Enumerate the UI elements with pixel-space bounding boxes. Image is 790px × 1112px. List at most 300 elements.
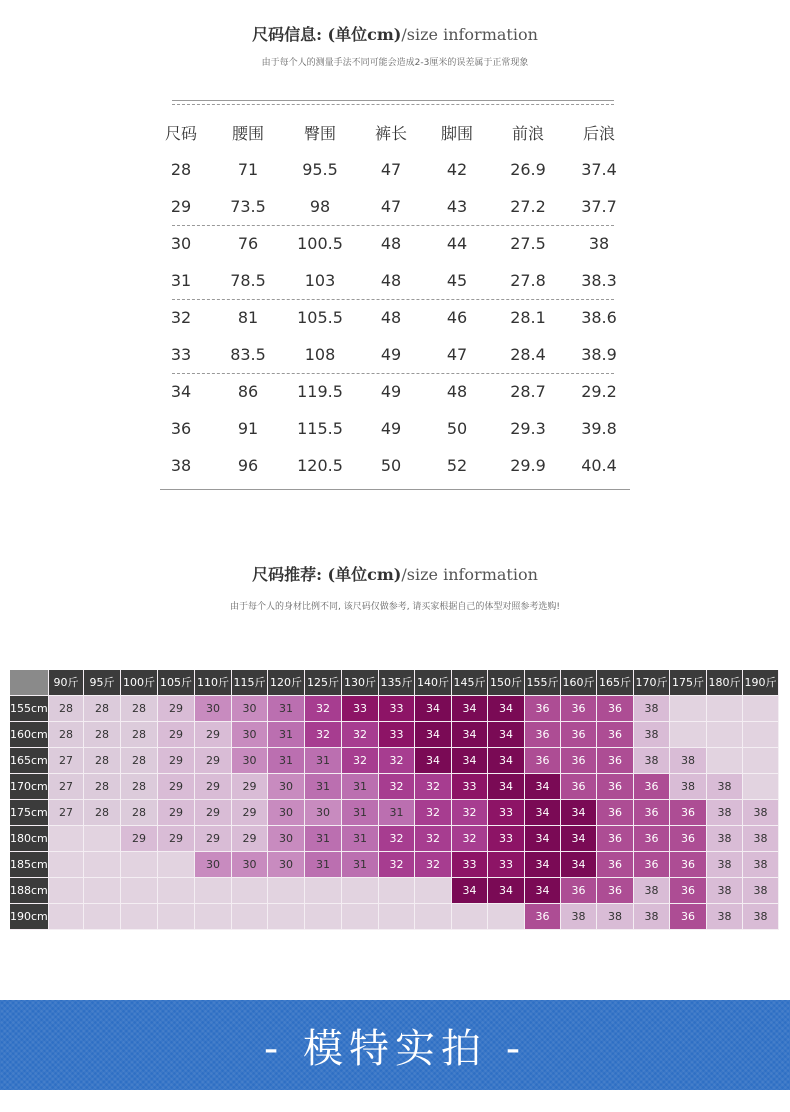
size-cell: 30 xyxy=(232,722,268,748)
size-cell xyxy=(49,852,84,878)
size-cell: 34 xyxy=(525,774,561,800)
table-cell: 48 xyxy=(380,271,402,290)
table-cell: 28.4 xyxy=(510,345,546,364)
size-cell xyxy=(488,904,525,930)
size-cell: 31 xyxy=(305,748,342,774)
table-cell: 86 xyxy=(237,382,259,401)
size-cell: 28 xyxy=(49,722,84,748)
weight-header: 190斤 xyxy=(743,670,779,696)
weight-header: 135斤 xyxy=(379,670,415,696)
table-cell: 36 xyxy=(170,419,192,438)
size-cell: 31 xyxy=(268,748,305,774)
size-cell: 34 xyxy=(525,800,561,826)
table-cell: 37.4 xyxy=(581,160,617,179)
size-cell: 29 xyxy=(232,826,268,852)
weight-header-row xyxy=(10,670,780,696)
size-table-row xyxy=(160,188,630,225)
size-cell: 29 xyxy=(195,748,232,774)
size-cell: 36 xyxy=(670,878,707,904)
size-cell: 31 xyxy=(305,826,342,852)
height-row xyxy=(10,852,780,878)
size-cell: 28 xyxy=(84,696,121,722)
size-cell xyxy=(379,904,415,930)
size-cell: 30 xyxy=(232,696,268,722)
size-cell xyxy=(158,852,195,878)
table-cell: 96 xyxy=(237,456,259,475)
size-cell: 28 xyxy=(121,800,158,826)
size-table-row xyxy=(160,373,630,410)
size-cell: 33 xyxy=(379,722,415,748)
size-cell: 38 xyxy=(670,748,707,774)
size-cell: 36 xyxy=(634,852,670,878)
model-photo-banner xyxy=(0,1000,790,1090)
size-cell: 28 xyxy=(121,722,158,748)
size-cell: 36 xyxy=(561,696,597,722)
height-label: 160cm xyxy=(10,722,49,748)
table-cell: 43 xyxy=(446,197,468,216)
size-cell: 36 xyxy=(597,800,634,826)
size-cell: 29 xyxy=(195,800,232,826)
table-cell: 83.5 xyxy=(230,345,266,364)
size-cell: 30 xyxy=(268,826,305,852)
size-cell: 29 xyxy=(121,826,158,852)
size-cell: 34 xyxy=(452,748,488,774)
size-cell: 32 xyxy=(305,696,342,722)
table-cell: 29.2 xyxy=(581,382,617,401)
size-cell: 38 xyxy=(597,904,634,930)
size-cell: 32 xyxy=(342,748,379,774)
size-info-title-rest: /size information xyxy=(401,25,538,44)
size-cell: 36 xyxy=(597,748,634,774)
size-cell xyxy=(707,696,743,722)
size-cell: 36 xyxy=(561,774,597,800)
size-cell: 34 xyxy=(488,748,525,774)
size-cell: 32 xyxy=(415,800,452,826)
weight-header: 175斤 xyxy=(670,670,707,696)
weight-header: 180斤 xyxy=(707,670,743,696)
size-cell: 30 xyxy=(232,748,268,774)
size-cell: 28 xyxy=(84,800,121,826)
size-cell: 29 xyxy=(232,800,268,826)
size-cell xyxy=(670,722,707,748)
table-cell: 28.1 xyxy=(510,308,546,327)
size-cell: 36 xyxy=(525,748,561,774)
size-cell: 36 xyxy=(670,904,707,930)
row-group-divider xyxy=(172,299,614,300)
table-cell: 42 xyxy=(446,160,468,179)
size-cell: 29 xyxy=(158,748,195,774)
size-cell: 33 xyxy=(379,696,415,722)
size-cell: 30 xyxy=(195,696,232,722)
size-info-note: 由于每个人的测量手法不同可能会造成2-3厘米的误差属于正常现象 xyxy=(261,58,529,68)
size-cell: 34 xyxy=(488,774,525,800)
size-cell xyxy=(743,774,779,800)
header-cell: 臀围 xyxy=(303,124,336,143)
size-cell xyxy=(232,878,268,904)
size-cell: 36 xyxy=(670,800,707,826)
size-cell xyxy=(379,878,415,904)
table-cell: 48 xyxy=(446,382,468,401)
height-label: 155cm xyxy=(10,696,49,722)
size-cell: 31 xyxy=(342,800,379,826)
header-cell: 腰围 xyxy=(231,124,264,143)
size-rec-title xyxy=(0,562,790,585)
weight-header: 105斤 xyxy=(158,670,195,696)
size-cell: 36 xyxy=(525,722,561,748)
weight-header: 90斤 xyxy=(49,670,84,696)
height-label: 165cm xyxy=(10,748,49,774)
size-cell: 31 xyxy=(268,722,305,748)
table-cell: 73.5 xyxy=(230,197,266,216)
weight-header: 95斤 xyxy=(84,670,121,696)
header-cell: 裤长 xyxy=(374,124,407,143)
size-cell xyxy=(670,696,707,722)
size-cell: 36 xyxy=(561,878,597,904)
size-cell: 38 xyxy=(634,904,670,930)
size-cell: 34 xyxy=(561,826,597,852)
size-cell xyxy=(452,904,488,930)
table-cell: 50 xyxy=(380,456,402,475)
size-cell xyxy=(743,696,779,722)
height-label: 175cm xyxy=(10,800,49,826)
size-cell: 28 xyxy=(121,774,158,800)
table-cell: 98 xyxy=(309,197,331,216)
size-cell: 38 xyxy=(707,852,743,878)
size-cell: 38 xyxy=(743,904,779,930)
size-cell xyxy=(342,904,379,930)
size-cell: 30 xyxy=(305,800,342,826)
size-cell xyxy=(195,878,232,904)
size-cell: 32 xyxy=(379,826,415,852)
row-group-divider xyxy=(172,225,614,226)
height-row xyxy=(10,826,780,852)
size-cell xyxy=(305,878,342,904)
size-cell xyxy=(84,878,121,904)
size-cell: 29 xyxy=(232,774,268,800)
table-cell: 27.5 xyxy=(510,234,546,253)
size-cell: 31 xyxy=(268,696,305,722)
size-table-row xyxy=(160,410,630,447)
weight-header: 120斤 xyxy=(268,670,305,696)
size-cell: 38 xyxy=(743,878,779,904)
size-cell: 32 xyxy=(452,826,488,852)
size-rec-note: 由于每个人的身材比例不同, 该尺码仅做参考, 请买家根据自己的体型对照参考选购! xyxy=(229,602,561,612)
size-cell xyxy=(415,904,452,930)
size-cell xyxy=(743,748,779,774)
weight-header: 110斤 xyxy=(195,670,232,696)
size-table-row xyxy=(160,225,630,262)
table-cell: 45 xyxy=(446,271,468,290)
size-cell xyxy=(84,904,121,930)
table-cell: 28.7 xyxy=(510,382,546,401)
size-cell: 36 xyxy=(561,722,597,748)
size-cell: 34 xyxy=(561,852,597,878)
size-cell: 36 xyxy=(670,826,707,852)
size-cell: 34 xyxy=(415,722,452,748)
table-cell: 37.7 xyxy=(581,197,617,216)
size-cell: 38 xyxy=(561,904,597,930)
size-cell: 38 xyxy=(707,878,743,904)
size-cell: 36 xyxy=(597,722,634,748)
size-cell: 38 xyxy=(634,696,670,722)
table-cell: 115.5 xyxy=(297,419,343,438)
table-cell: 38.3 xyxy=(581,271,617,290)
table-cell: 31 xyxy=(170,271,192,290)
table-cell: 49 xyxy=(380,345,402,364)
table-cell: 52 xyxy=(446,456,468,475)
size-cell: 33 xyxy=(452,852,488,878)
size-cell: 36 xyxy=(597,696,634,722)
banner-text: - 模特实拍 - xyxy=(263,1025,527,1072)
table-cell: 44 xyxy=(446,234,468,253)
size-cell: 38 xyxy=(707,904,743,930)
header-cell: 前浪 xyxy=(511,124,544,143)
table-cell: 33 xyxy=(170,345,192,364)
size-cell: 33 xyxy=(488,800,525,826)
size-cell: 34 xyxy=(488,878,525,904)
size-cell: 34 xyxy=(525,852,561,878)
table-cell: 105.5 xyxy=(297,308,343,327)
table-cell: 38 xyxy=(170,456,192,475)
size-cell xyxy=(232,904,268,930)
size-cell: 29 xyxy=(158,722,195,748)
table-cell: 47 xyxy=(380,197,402,216)
size-cell: 36 xyxy=(525,696,561,722)
weight-header: 160斤 xyxy=(561,670,597,696)
size-cell: 32 xyxy=(415,852,452,878)
size-cell: 34 xyxy=(415,696,452,722)
row-group-divider xyxy=(172,373,614,374)
table-cell: 40.4 xyxy=(581,456,617,475)
size-cell: 34 xyxy=(415,748,452,774)
height-label: 190cm xyxy=(10,904,49,930)
table-bottom-rule xyxy=(160,489,630,490)
size-cell: 34 xyxy=(452,696,488,722)
table-cell: 47 xyxy=(380,160,402,179)
height-row xyxy=(10,722,780,748)
size-cell: 31 xyxy=(379,800,415,826)
size-cell: 34 xyxy=(488,722,525,748)
size-recommendation-grid xyxy=(10,670,780,930)
size-cell: 32 xyxy=(452,800,488,826)
table-cell: 27.2 xyxy=(510,197,546,216)
table-cell: 38 xyxy=(588,234,610,253)
size-cell: 38 xyxy=(743,800,779,826)
size-cell xyxy=(743,722,779,748)
table-cell: 108 xyxy=(304,345,336,364)
size-cell: 32 xyxy=(415,774,452,800)
size-cell: 36 xyxy=(597,774,634,800)
size-cell xyxy=(268,904,305,930)
table-cell: 76 xyxy=(237,234,259,253)
size-cell: 36 xyxy=(597,852,634,878)
size-cell: 32 xyxy=(379,748,415,774)
size-cell: 32 xyxy=(342,722,379,748)
size-cell: 38 xyxy=(707,800,743,826)
size-cell: 33 xyxy=(452,774,488,800)
size-cell: 31 xyxy=(305,852,342,878)
height-row xyxy=(10,904,780,930)
height-row xyxy=(10,878,780,904)
table-cell: 28 xyxy=(170,160,192,179)
table-top-rule xyxy=(172,100,614,101)
size-cell xyxy=(195,904,232,930)
size-cell: 36 xyxy=(634,800,670,826)
size-cell: 32 xyxy=(379,852,415,878)
table-cell: 26.9 xyxy=(510,160,546,179)
size-cell xyxy=(121,878,158,904)
size-table-row xyxy=(160,262,630,299)
size-info-title xyxy=(0,22,790,45)
weight-header: 115斤 xyxy=(232,670,268,696)
size-cell xyxy=(268,878,305,904)
size-cell: 38 xyxy=(634,748,670,774)
height-label: 170cm xyxy=(10,774,49,800)
size-cell: 32 xyxy=(305,722,342,748)
table-cell: 48 xyxy=(380,308,402,327)
table-top-rule-dashed xyxy=(172,104,614,105)
weight-header: 170斤 xyxy=(634,670,670,696)
size-cell xyxy=(84,852,121,878)
size-cell: 27 xyxy=(49,748,84,774)
size-cell: 36 xyxy=(561,748,597,774)
table-cell: 46 xyxy=(446,308,468,327)
size-cell xyxy=(707,748,743,774)
size-rec-title-rest: /size information xyxy=(401,565,538,584)
size-cell xyxy=(305,904,342,930)
table-cell: 120.5 xyxy=(297,456,343,475)
size-cell: 29 xyxy=(195,722,232,748)
table-cell: 103 xyxy=(304,271,336,290)
height-row xyxy=(10,696,780,722)
size-cell: 29 xyxy=(195,826,232,852)
size-cell: 36 xyxy=(597,826,634,852)
table-cell: 78.5 xyxy=(230,271,266,290)
table-cell: 29.3 xyxy=(510,419,546,438)
size-cell: 28 xyxy=(121,696,158,722)
size-cell: 28 xyxy=(84,748,121,774)
size-cell: 30 xyxy=(268,774,305,800)
table-cell: 91 xyxy=(237,419,259,438)
size-rec-title-bold: 尺码推荐: (单位cm) xyxy=(252,565,402,584)
size-cell: 36 xyxy=(634,774,670,800)
weight-header: 100斤 xyxy=(121,670,158,696)
size-cell xyxy=(707,722,743,748)
height-label: 188cm xyxy=(10,878,49,904)
size-cell: 36 xyxy=(525,904,561,930)
table-cell: 27.8 xyxy=(510,271,546,290)
size-cell: 32 xyxy=(415,826,452,852)
size-table-row xyxy=(160,151,630,188)
table-cell: 49 xyxy=(380,419,402,438)
size-table-row xyxy=(160,447,630,484)
table-cell: 81 xyxy=(237,308,259,327)
size-cell: 38 xyxy=(707,826,743,852)
size-cell: 38 xyxy=(634,878,670,904)
size-cell: 33 xyxy=(488,826,525,852)
size-cell: 29 xyxy=(158,774,195,800)
table-cell: 39.8 xyxy=(581,419,617,438)
height-label: 185cm xyxy=(10,852,49,878)
height-row xyxy=(10,800,780,826)
size-cell: 30 xyxy=(268,800,305,826)
corner-cell xyxy=(10,670,49,696)
size-cell xyxy=(158,904,195,930)
size-cell xyxy=(342,878,379,904)
size-cell: 38 xyxy=(670,774,707,800)
weight-header: 150斤 xyxy=(488,670,525,696)
size-cell: 38 xyxy=(634,722,670,748)
size-cell xyxy=(49,826,84,852)
size-cell: 27 xyxy=(49,774,84,800)
header-cell: 后浪 xyxy=(582,124,615,143)
size-cell: 34 xyxy=(452,878,488,904)
weight-header: 165斤 xyxy=(597,670,634,696)
weight-header: 145斤 xyxy=(452,670,488,696)
size-cell xyxy=(49,878,84,904)
size-cell: 32 xyxy=(379,774,415,800)
height-row xyxy=(10,774,780,800)
table-cell: 34 xyxy=(170,382,192,401)
size-cell: 29 xyxy=(158,826,195,852)
size-cell: 30 xyxy=(195,852,232,878)
table-cell: 71 xyxy=(237,160,259,179)
size-cell: 28 xyxy=(84,722,121,748)
size-cell: 28 xyxy=(121,748,158,774)
table-cell: 32 xyxy=(170,308,192,327)
table-cell: 29.9 xyxy=(510,456,546,475)
size-info-title-bold: 尺码信息: (单位cm) xyxy=(252,25,402,44)
size-cell: 30 xyxy=(232,852,268,878)
size-cell xyxy=(121,904,158,930)
weight-header: 140斤 xyxy=(415,670,452,696)
size-cell: 31 xyxy=(342,774,379,800)
size-table-row xyxy=(160,299,630,336)
size-cell: 34 xyxy=(525,878,561,904)
size-cell: 34 xyxy=(561,800,597,826)
size-cell: 34 xyxy=(488,696,525,722)
size-cell xyxy=(84,826,121,852)
weight-header: 155斤 xyxy=(525,670,561,696)
size-cell: 38 xyxy=(707,774,743,800)
size-cell: 36 xyxy=(597,878,634,904)
size-cell xyxy=(49,904,84,930)
size-cell: 33 xyxy=(342,696,379,722)
table-cell: 29 xyxy=(170,197,192,216)
size-cell xyxy=(121,852,158,878)
weight-header: 125斤 xyxy=(305,670,342,696)
table-cell: 50 xyxy=(446,419,468,438)
table-cell: 30 xyxy=(170,234,192,253)
size-cell: 34 xyxy=(452,722,488,748)
size-cell: 29 xyxy=(158,800,195,826)
table-cell: 48 xyxy=(380,234,402,253)
table-cell: 119.5 xyxy=(297,382,343,401)
size-table-row xyxy=(160,336,630,373)
size-cell: 28 xyxy=(49,696,84,722)
size-cell: 33 xyxy=(488,852,525,878)
size-cell xyxy=(158,878,195,904)
table-cell: 49 xyxy=(380,382,402,401)
size-cell: 28 xyxy=(84,774,121,800)
size-table-header xyxy=(160,114,630,151)
size-cell: 36 xyxy=(634,826,670,852)
size-cell: 29 xyxy=(195,774,232,800)
height-label: 180cm xyxy=(10,826,49,852)
table-cell: 38.9 xyxy=(581,345,617,364)
header-cell: 尺码 xyxy=(164,124,197,143)
table-cell: 38.6 xyxy=(581,308,617,327)
